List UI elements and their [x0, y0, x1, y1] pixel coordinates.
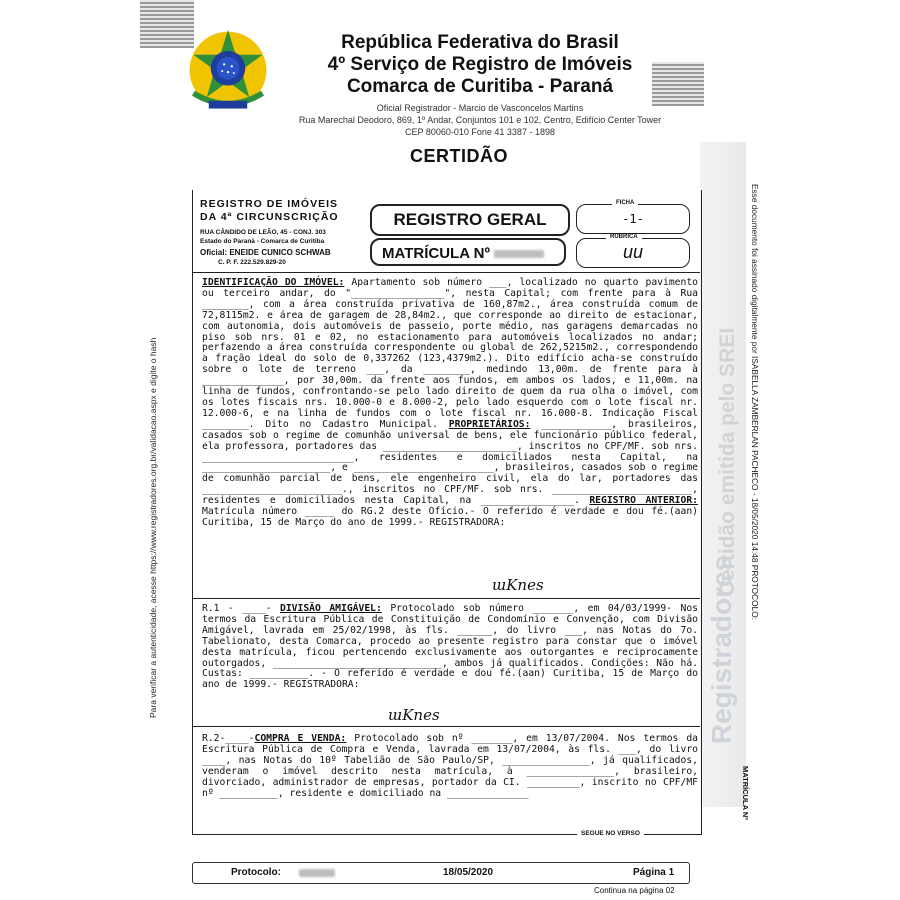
separator	[192, 598, 700, 599]
registro-geral-box: REGISTRO GERAL	[370, 204, 570, 236]
continua-note: Continua na página 02	[594, 886, 675, 895]
protocolo-label: Protocolo:	[231, 867, 281, 878]
identificacao-label: IDENTIFICAÇÃO DO IMÓVEL:	[202, 277, 345, 288]
header	[270, 32, 690, 138]
separator	[192, 272, 700, 273]
identificacao-text: Apartamento sob número ___, localizado no quarto pavimento ou terceiro andar, do "________________", nesta Capital; com frente para à Rua ________, com a área construída privativa de 160,87m2., área construída comum de 72,8115m2. e área de garagem de 28,84m2., que corresponde ao direito de estacionar, com autonomia, dois automóveis de passeio, porte médio, nas garagens demarcadas no piso sob nrs. 01 e 02, no estacionamento para automóveis localizados no andar; perfazendo a área construída correspondente ou global de 262,5215m2., correspondendo a fração ideal do solo de 0,337262 (123,4379m2.). Dito edifício acha-se construído sobre o lote de terreno ___, da ________, medindo 13,00m. de frente para à ______________, por 30,00m. da frente aos fundos, em ambos os lados, e 11,00m. na linha de fundos, confrontando-se pelo lado direito de quem da rua olha o imóvel, com os lotes fiscais nrs. 10.000-0 e 8.000-2, pelo lado esquerdo com o lote fiscal nr. 12.000-6, e na linha de fundos com o lote fiscal nr. 16.000-8. Indicação Fiscal ________. Dito no Cadastro Municipal.	[202, 277, 698, 430]
redacted-field	[299, 869, 335, 877]
footer-date: 18/05/2020	[443, 867, 494, 878]
registry-official: Oficial: ENEIDE CUNICO SCHWAB	[200, 248, 331, 257]
matricula-side-label: MATRÍCULA Nº	[741, 766, 750, 820]
proprietarios-text: ____________, brasileiros, casados sob o regime de comunhão universal de bens, ele funcionário público federal, ela professora, portadores das _______________________, inscritos no CPF/MF. sob nrs. __________________________, residentes e domiciliados nesta Capital, na ______________________, e ________________________, brasileiros, casados sob o regime de comunhão parcial de bens, ele engenheiro civil, ela do lar, portadores das ________________________., inscritos no CPF/MF. sob nrs. ________________________, residentes e domiciliados nesta Capital, na ________________.	[202, 418, 698, 507]
r2-label: COMPRA E VENDA:	[254, 733, 347, 744]
ficha-label: FICHA	[612, 200, 638, 206]
registry-info	[200, 198, 370, 267]
watermark-logo-text: Registradores	[706, 555, 737, 745]
header-cep: CEP 80060-010 Fone 41 3387 - 1898	[405, 127, 555, 137]
header-line1: República Federativa do Brasil	[341, 32, 619, 53]
r1-text: Protocolado sob número _______, em 04/03/1999- Nos termos da Escritura Pública de Constituição de Condomínio e Convenção, com Divisão Amigável, lavrada em 25/02/1998, às fls. ______, do livro ___, nas Notas do 7o. Tabelionato, desta Comarca, procedo ao presente registro para constar que o imóvel desta matrícula, ficou pertencendo exclusivamente aos outorgantes e reciprocamente outorgados, _____________________________, ambos já qualificados. Condições: Não há. Custas: __________. - O referido é verdade e dou fé.(aan) Curitiba, 15 de Março do ano de 1999.- REGISTRADORA:	[202, 603, 698, 691]
r2-prefix: R.2-____-	[202, 733, 255, 744]
header-line2: 4º Serviço de Registro de Imóveis	[327, 54, 633, 75]
registro-anterior-label: REGISTRO ANTERIOR:	[589, 495, 699, 507]
r1-paragraph	[202, 604, 698, 691]
r2-text: Protocolado sob nº _______, em 13/07/2004. Nos termos da Escritura Pública de Compra e Venda, lavrada em 13/07/2004, às fls. ___, do livro ____, nas Notas do 10º Tabelião de São Paulo/SP, _______________, já qualificados, venderam o imóvel descrito nesta matrícula, à _______________, brasileiro, divorciado, administrador de empresas, portador da CI. _________, inscrito no CPF/MF nº __________, residente e domiciliado na ______________	[202, 733, 698, 799]
matricula-label: MATRÍCULA Nº	[382, 245, 490, 262]
header-line3: Comarca de Curitiba - Paraná	[346, 76, 614, 97]
registry-sheet	[192, 190, 702, 837]
r1-label: DIVISÃO AMIGÁVEL:	[280, 603, 382, 614]
ficha-box: -1-	[576, 204, 690, 234]
footer-bar	[192, 862, 690, 884]
digital-signature-note: Esse documento foi assinado digitalmente por ISABELLA ZAMBERLAN PACHECO - 18/05/2020 14:48 PROTOCOLO:	[750, 184, 760, 620]
watermark-text: Certidão emitida pelo SREI	[716, 327, 739, 597]
registry-address: RUA CÂNDIDO DE LEÃO, 45 - CONJ. 303	[200, 229, 326, 236]
r1-prefix: R.1 - ____-	[202, 603, 281, 614]
registry-cpf: C. P. F. 222.529.829-20	[218, 259, 286, 266]
rubrica-box: uu	[576, 238, 690, 268]
verification-note: Para verificar a autenticidade, acesse https://www.registradores.org.br/validacao.aspx e digite o hash	[148, 337, 158, 718]
coat-of-arms-icon	[180, 26, 276, 122]
registry-title1: REGISTRO DE IMÓVEIS	[200, 198, 339, 210]
registry-title2: DA 4ª CIRCUNSCRIÇÃO	[200, 211, 339, 223]
r2-paragraph	[202, 734, 698, 799]
separator	[192, 726, 700, 727]
signature: ɯKnes	[492, 576, 544, 594]
page-number: Página 1	[633, 867, 675, 878]
header-address: Rua Marechal Deodoro, 869, 1º Andar, Conjuntos 101 e 102, Centro, Edifício Center Tower	[298, 115, 662, 125]
rubrica-label: RUBRICA	[606, 234, 642, 240]
document-title: CERTIDÃO	[410, 146, 508, 166]
registry-state: Estado do Paraná - Comarca de Curitiba	[200, 238, 325, 245]
signature: ɯKnes	[388, 706, 440, 724]
proprietarios-label: PROPRIETÁRIOS:	[448, 418, 531, 430]
matricula-box	[370, 238, 566, 266]
header-official: Oficial Registrador - Marcio de Vasconcelos Martins	[376, 103, 584, 113]
redacted-field	[494, 250, 544, 258]
registro-anterior-text: Matrícula número _____ do RG.2 deste Ofício.- O referido é verdade e dou fé.(aan) Curitiba, 15 de Março do ano de 1999.- REGISTRADORA:	[202, 506, 698, 528]
identificacao-paragraph	[202, 278, 698, 529]
segue-no-verso: SEGUE NO VERSO	[577, 830, 644, 837]
